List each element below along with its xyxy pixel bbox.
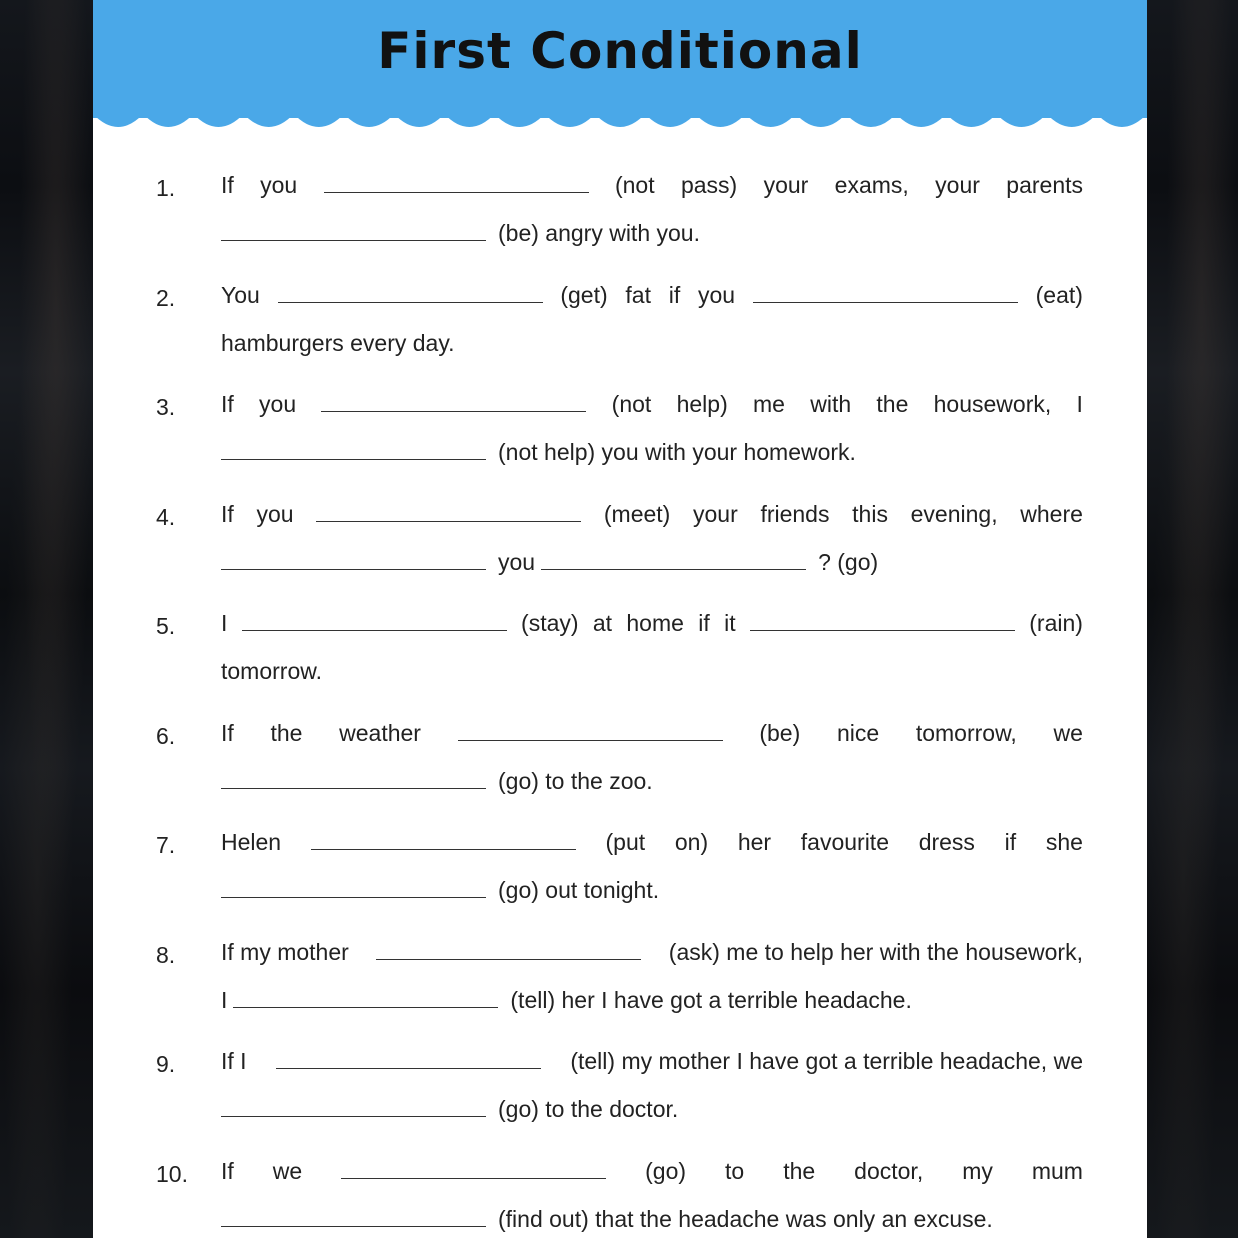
question-text: If my mother [221, 938, 349, 965]
question-line-1 [221, 388, 1083, 418]
question-text: we [272, 1157, 303, 1184]
question-text: (go) out tonight. [498, 877, 660, 903]
question-text: you [259, 391, 297, 417]
question-text: home [626, 610, 684, 636]
question-line-1 [221, 169, 1083, 199]
question-text: it [724, 610, 736, 636]
question-text: (not help) you with your homework. [498, 439, 856, 465]
question-text: nice [836, 719, 880, 746]
question-number: 10. [156, 1160, 188, 1187]
question-text: (ask) me to help her with the housework, [668, 938, 1083, 965]
header-scallop-border [93, 106, 1147, 136]
question-text: weather [339, 719, 421, 746]
question-text: housework, [933, 391, 1052, 417]
question-text: your [763, 172, 809, 198]
question-number: 9. [156, 1051, 176, 1077]
question-text: if [698, 610, 710, 636]
question-text: you [498, 548, 536, 575]
question-text: (meet) [603, 500, 671, 527]
question-text: dress [918, 829, 975, 855]
question-text: tomorrow, [915, 719, 1017, 746]
question-line-2 [221, 655, 1083, 685]
answer-blank[interactable] [221, 897, 486, 898]
question-line-2 [221, 327, 1083, 357]
answer-blank[interactable] [750, 630, 1015, 631]
answer-blank[interactable] [221, 459, 486, 460]
question-text: evening, [910, 500, 998, 527]
answer-blank[interactable] [458, 740, 723, 741]
question-number: 7. [156, 832, 176, 858]
question-text: your [693, 500, 738, 527]
question-text: favourite [800, 829, 889, 855]
question-line-2 [221, 984, 1083, 1014]
question-text: you [256, 500, 294, 527]
question-line-2 [221, 1093, 1083, 1123]
answer-blank[interactable] [221, 788, 486, 789]
question-text: at [592, 610, 613, 636]
question-number: 5. [156, 613, 176, 639]
answer-blank[interactable] [541, 569, 806, 570]
question-text: you [698, 281, 736, 308]
question-text: the [270, 719, 303, 746]
question-text: my [962, 1157, 993, 1184]
worksheet-header [93, 0, 1147, 118]
question-text: You [221, 281, 260, 308]
answer-blank[interactable] [221, 569, 486, 570]
answer-blank[interactable] [753, 302, 1018, 303]
worksheet-page [93, 0, 1147, 1238]
question-line-1 [221, 498, 1083, 528]
question-text: she [1045, 829, 1083, 855]
question-line-2 [221, 436, 1083, 466]
question-line-1 [221, 1045, 1083, 1075]
question-line-2 [221, 874, 1083, 904]
question-text: (not [614, 172, 655, 198]
question-text: fat [625, 281, 651, 308]
answer-blank[interactable] [276, 1068, 541, 1069]
question-text: If [221, 172, 234, 198]
answer-blank[interactable] [321, 411, 586, 412]
question-text: if [1004, 829, 1017, 855]
question-text: If [221, 1157, 234, 1184]
answer-blank[interactable] [242, 630, 507, 631]
background-photo-left [0, 0, 93, 1238]
question-text: If [221, 500, 234, 527]
question-text: I [221, 986, 228, 1013]
answer-blank[interactable] [221, 1226, 486, 1227]
answer-blank[interactable] [311, 849, 576, 850]
answer-blank[interactable] [221, 240, 486, 241]
answer-blank[interactable] [278, 302, 543, 303]
question-text: (tell) her I have got a terrible headache. [510, 986, 912, 1013]
question-text: (find out) that the headache was only an excuse. [498, 1205, 993, 1232]
question-text: doctor, [854, 1157, 924, 1184]
question-text: I [1076, 391, 1083, 417]
question-text: (rain) [1029, 610, 1083, 636]
question-text: (go) to the doctor. [498, 1096, 679, 1122]
question-text: parents [1006, 172, 1083, 198]
question-line-1 [221, 936, 1083, 966]
question-text: If [221, 391, 234, 417]
question-number: 6. [156, 722, 176, 749]
answer-blank[interactable] [233, 1007, 498, 1008]
question-text: (be) [759, 719, 801, 746]
answer-blank[interactable] [341, 1178, 606, 1179]
question-text: (get) [560, 281, 608, 308]
question-text: tomorrow. [221, 658, 322, 684]
question-text: pass) [680, 172, 738, 198]
question-text: (put [605, 829, 646, 855]
question-number: 1. [156, 175, 176, 201]
question-text: where [1020, 500, 1083, 527]
question-text: me [753, 391, 785, 417]
question-number: 8. [156, 941, 176, 968]
question-text: with [810, 391, 852, 417]
question-text: help) [676, 391, 728, 417]
question-line-2 [221, 1203, 1083, 1233]
question-text: the [876, 391, 909, 417]
question-line-1 [221, 607, 1083, 637]
question-number: 3. [156, 394, 176, 420]
question-text: to [725, 1157, 745, 1184]
question-line-1 [221, 717, 1083, 747]
answer-blank[interactable] [324, 192, 589, 193]
question-text: (tell) my mother I have got a terrible headache, we [570, 1048, 1083, 1074]
question-text: (eat) [1035, 281, 1083, 308]
background-photo-right [1147, 0, 1238, 1238]
question-text: ? (go) [818, 548, 879, 575]
question-text: friends [760, 500, 830, 527]
question-text: on) [674, 829, 709, 855]
question-text: you [260, 172, 298, 198]
question-text: (be) angry with you. [498, 220, 700, 246]
question-text: I [221, 610, 228, 636]
question-text: If I [221, 1048, 247, 1074]
question-text: mum [1031, 1157, 1083, 1184]
question-text: we [1053, 719, 1083, 746]
question-text: if [668, 281, 681, 308]
question-text: (go) [645, 1157, 687, 1184]
question-text: exams, [834, 172, 909, 198]
question-line-1 [221, 826, 1083, 856]
answer-blank[interactable] [376, 959, 641, 960]
question-text: her [737, 829, 772, 855]
answer-blank[interactable] [221, 1116, 486, 1117]
question-text: Helen [221, 829, 282, 855]
question-line-2 [221, 217, 1083, 247]
question-line-2 [221, 765, 1083, 795]
question-text: this [852, 500, 888, 527]
question-number: 2. [156, 284, 176, 311]
question-line-2 [221, 546, 1083, 576]
question-text: (go) to the zoo. [498, 767, 653, 794]
question-line-1 [221, 279, 1083, 309]
question-text: If [221, 719, 234, 746]
question-line-1 [221, 1155, 1083, 1185]
question-text: your [935, 172, 980, 198]
question-text: the [783, 1157, 816, 1184]
question-text: (stay) [521, 610, 579, 636]
question-text: hamburgers every day. [221, 329, 455, 356]
worksheet-title: First Conditional [377, 22, 863, 80]
question-text: (not [611, 391, 652, 417]
answer-blank[interactable] [316, 521, 581, 522]
question-number: 4. [156, 503, 176, 530]
